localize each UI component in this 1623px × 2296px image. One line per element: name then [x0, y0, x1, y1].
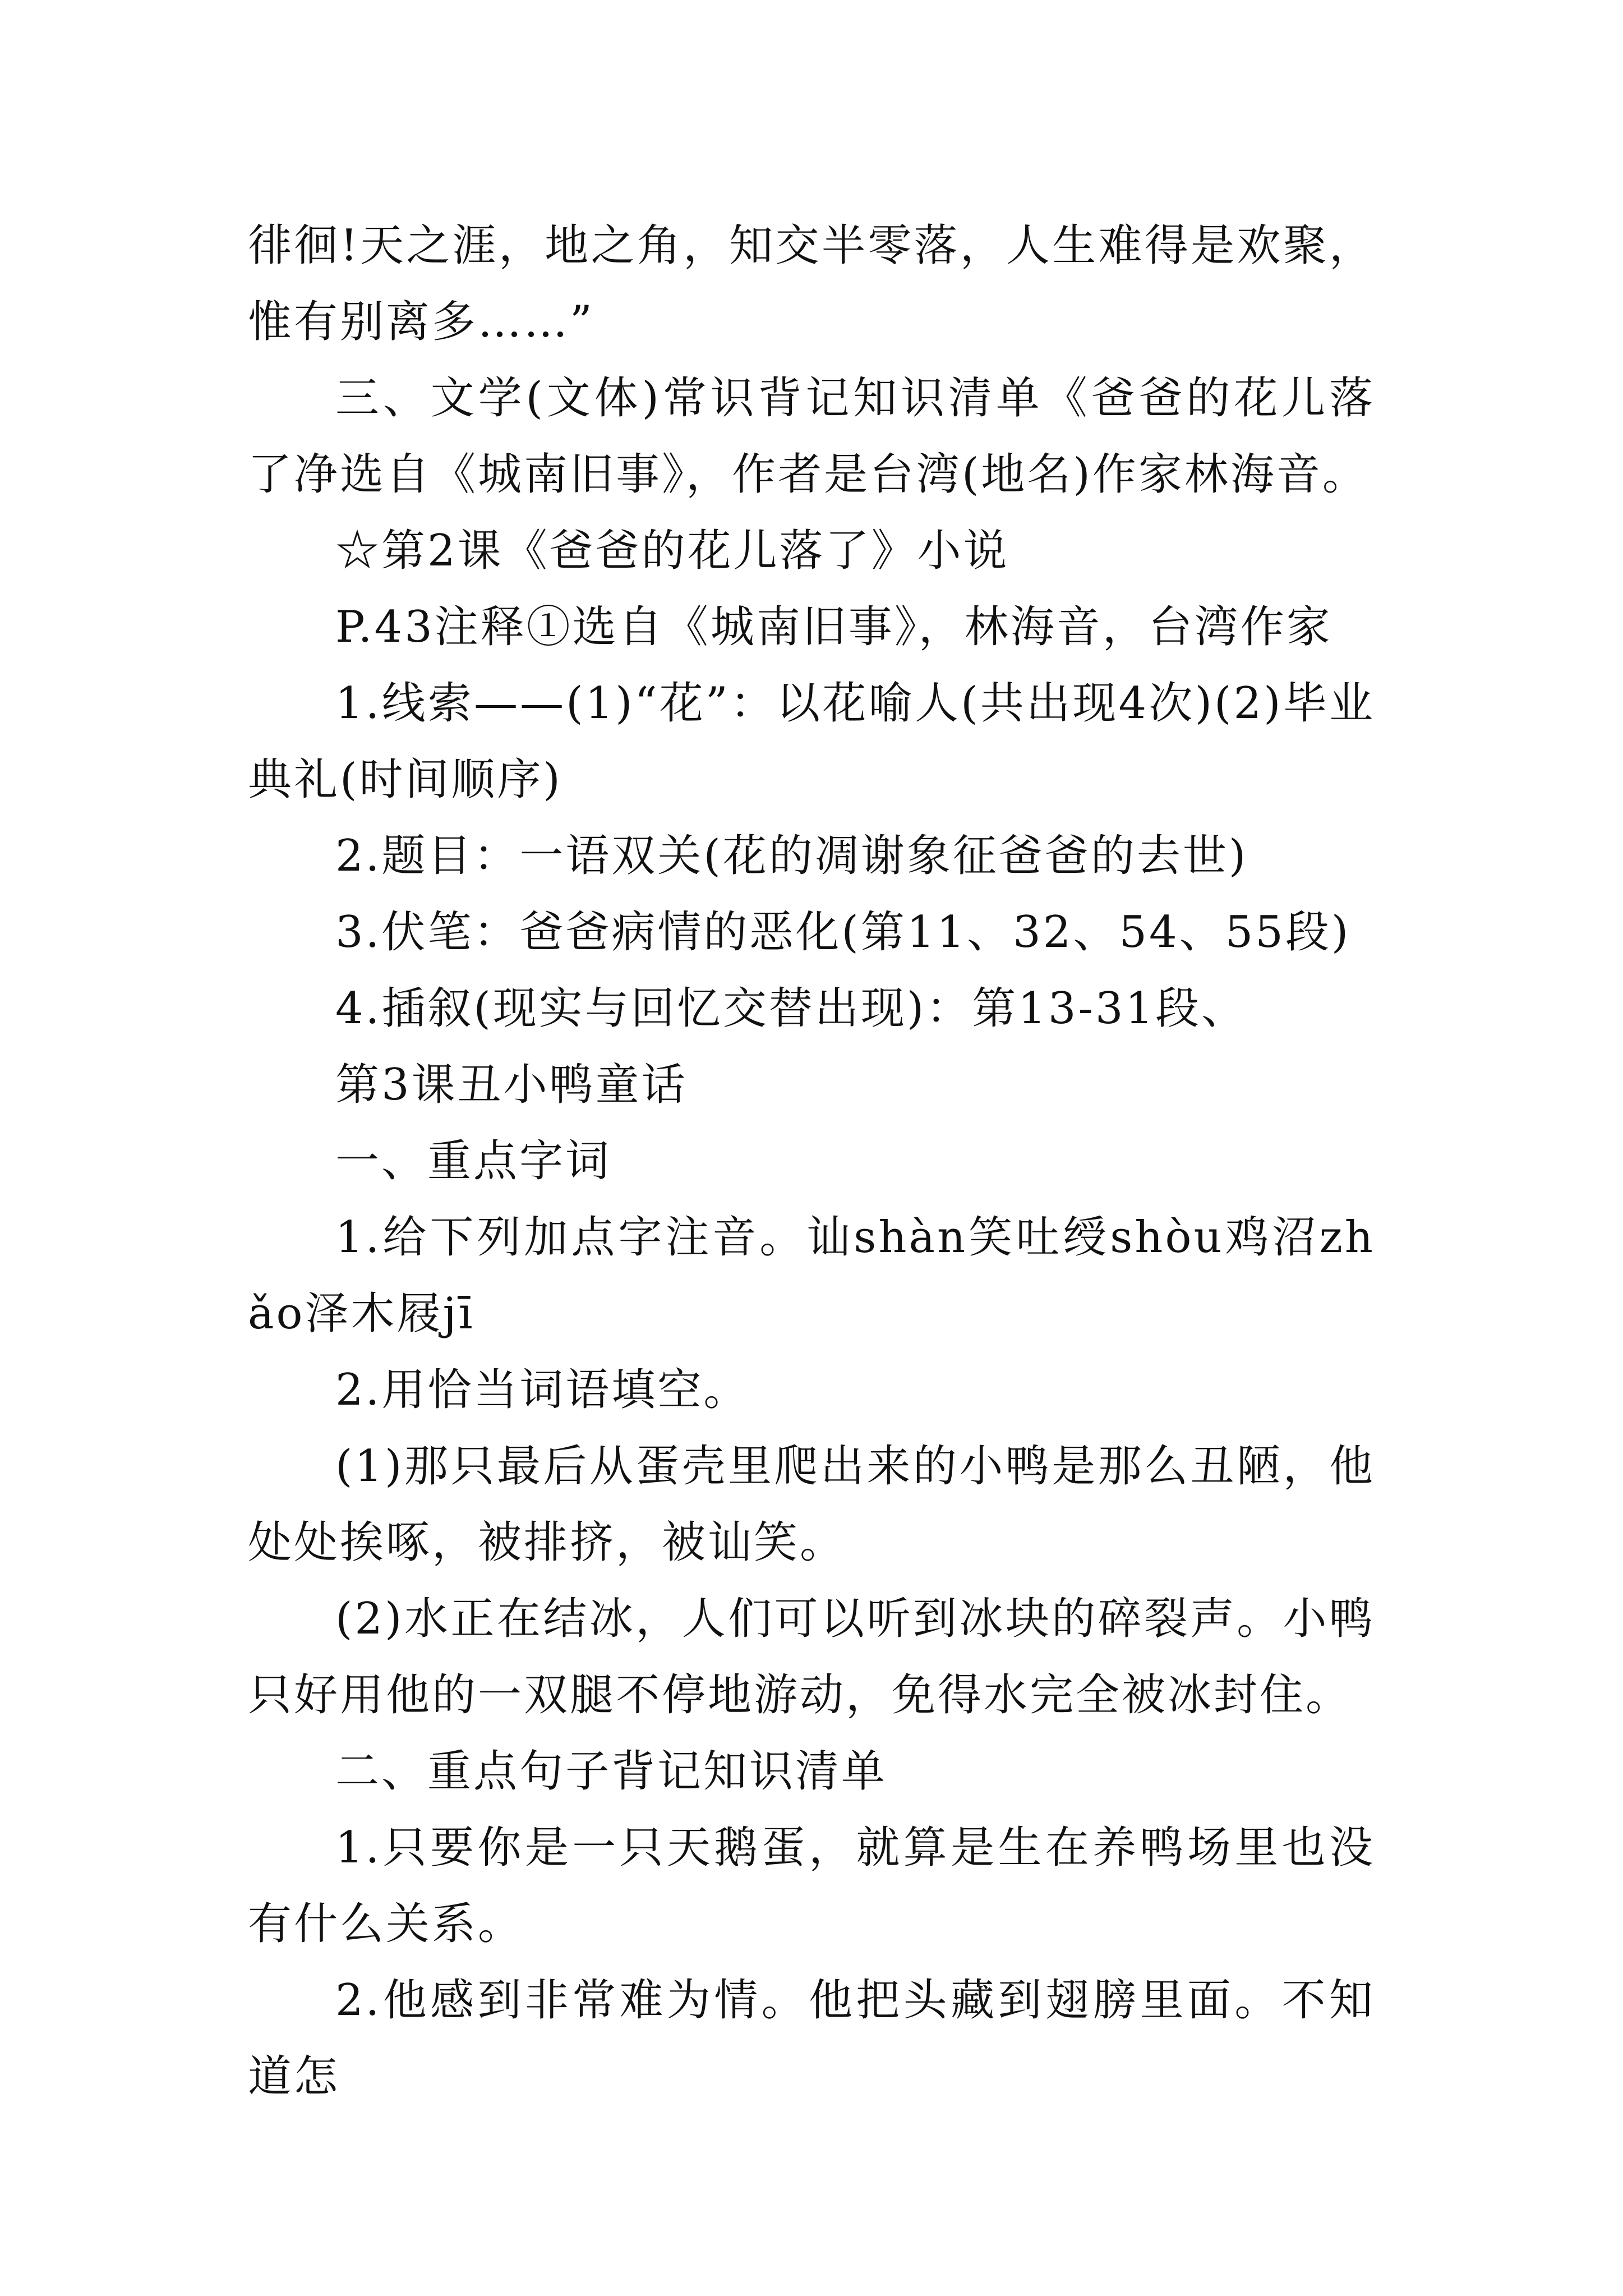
paragraph-poem-ending: 徘徊!天之涯，地之角，知交半零落，人生难得是欢聚，惟有别离多……” — [248, 220, 1375, 347]
paragraph-key-sentence-1: 1.只要你是一只天鹅蛋，就算是生在养鸭场里也没有什么关系。 — [248, 1823, 1375, 1949]
paragraph-key-sentences-heading: 二、重点句子背记知识清单 — [335, 1746, 888, 1797]
paragraph-foreshadowing: 3.伏笔：爸爸病情的恶化(第11、32、54、55段) — [335, 907, 1351, 958]
document-body — [248, 208, 1375, 2115]
paragraph-key-sentence-2: 2.他感到非常难为情。他把头藏到翅膀里面。不知道怎 — [248, 1975, 1375, 2102]
paragraph-lesson2-title: ☆第2课《爸爸的花儿落了》小说 — [335, 526, 1009, 576]
paragraph-clue: 1.线索——(1)“花”：以花喻人(共出现4次)(2)毕业典礼(时间顺序) — [248, 678, 1375, 805]
paragraph-key-words-heading: 一、重点字词 — [335, 1136, 612, 1186]
paragraph-lesson3-title: 第3课丑小鸭童话 — [335, 1060, 688, 1110]
paragraph-flashback: 4.插叙(现实与回忆交替出现)：第13-31段、 — [335, 983, 1248, 1034]
paragraph-fill-blank-heading: 2.用恰当词语填空。 — [335, 1365, 750, 1415]
paragraph-literary-knowledge: 三、文学(文体)常识背记知识清单《爸爸的花儿落了净选自《城南旧事》，作者是台湾(地名)作家林海音。 — [248, 373, 1375, 500]
paragraph-title-pun: 2.题目：一语双关(花的凋谢象征爸爸的去世) — [335, 831, 1248, 881]
paragraph-pinyin-exercise: 1.给下列加点字注音。讪shàn笑吐绶shòu鸡沼zhǎo泽木屐jī — [248, 1212, 1375, 1339]
paragraph-annotation: P.43注释①选自《城南旧事》，林海音，台湾作家 — [335, 602, 1332, 652]
paragraph-fill-blank-1: (1)那只最后从蛋壳里爬出来的小鸭是那么丑陋，他处处挨啄，被排挤，被讪笑。 — [248, 1441, 1375, 1568]
paragraph-fill-blank-2: (2)水正在结冰，人们可以听到冰块的碎裂声。小鸭只好用他的一双腿不停地游动，免得水完全被冰封住。 — [248, 1594, 1375, 1720]
